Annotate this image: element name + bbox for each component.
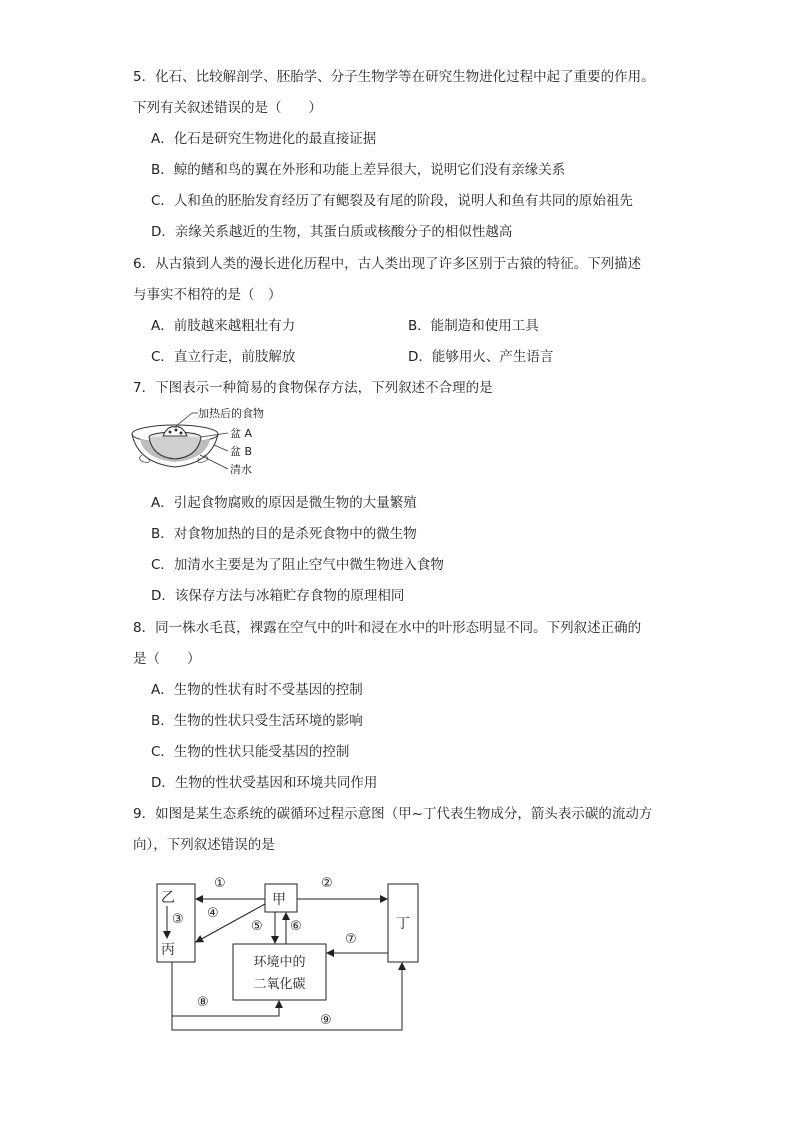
q5-option-b: B．鲸的鳍和鸟的翼在外形和功能上差异很大，说明它们没有亲缘关系 <box>151 162 566 178</box>
label-bing: 丙 <box>161 942 175 958</box>
label-ding: 丁 <box>396 916 410 932</box>
q6-option-b: B．能制造和使用工具 <box>408 318 539 334</box>
q7-option-b: B．对食物加热的目的是杀死食物中的微生物 <box>151 526 417 542</box>
num-8: ⑧ <box>197 995 209 1010</box>
q8-stem-line2: 是（ ） <box>133 651 201 667</box>
q8-option-d: D．生物的性状受基因和环境共同作用 <box>151 775 378 791</box>
num-5: ⑤ <box>251 919 263 934</box>
q8-option-c: C．生物的性状只能受基因的控制 <box>151 744 350 760</box>
q9-stem-line1: 9．如图是某生态系统的碳循环过程示意图（甲~丁代表生物成分，箭头表示碳的流动方 <box>133 806 653 822</box>
q6-option-c: C．直立行走，前肢解放 <box>151 349 296 365</box>
label-basin-a: 盆 A <box>230 427 253 440</box>
q8-option-b: B．生物的性状只受生活环境的影响 <box>151 713 363 729</box>
q7-option-d: D．该保存方法与冰箱贮存食物的原理相同 <box>151 588 405 604</box>
q7-option-a: A．引起食物腐败的原因是微生物的大量繁殖 <box>151 495 417 511</box>
q6-stem-line1: 6．从古猿到人类的漫长进化历程中，古人类出现了许多区别于古猿的特征。下列描述 <box>133 256 642 272</box>
q6-option-d: D．能够用火、产生语言 <box>408 349 554 365</box>
q9-stem-line2: 向），下列叙述错误的是 <box>133 837 275 853</box>
q5-option-c: C．人和鱼的胚胎发育经历了有鳃裂及有尾的阶段，说明人和鱼有共同的原始祖先 <box>151 193 633 209</box>
food-preservation-figure <box>130 405 280 483</box>
q7-stem: 7．下图表示一种简易的食物保存方法，下列叙述不合理的是 <box>133 380 493 396</box>
label-basin-b: 盆 B <box>230 445 253 458</box>
carbon-cycle-diagram <box>150 868 425 1036</box>
num-2: ② <box>321 876 333 891</box>
num-3: ③ <box>172 912 184 927</box>
label-co2-line2: 二氧化碳 <box>253 977 306 992</box>
label-co2-line1: 环境中的 <box>253 955 306 970</box>
label-food: 加热后的食物 <box>198 407 264 420</box>
label-jia: 甲 <box>272 892 286 908</box>
q5-option-d: D．亲缘关系越近的生物，其蛋白质或核酸分子的相似性越高 <box>151 224 513 240</box>
num-4: ④ <box>207 906 219 921</box>
q5-stem-line2: 下列有关叙述错误的是（ ） <box>133 100 322 116</box>
q5-stem-line1: 5．化石、比较解剖学、胚胎学、分子生物学等在研究生物进化过程中起了重要的作用。 <box>133 69 655 85</box>
num-7: ⑦ <box>345 932 357 947</box>
q6-option-a: A．前肢越来越粗壮有力 <box>151 318 296 334</box>
q8-stem-line1: 8．同一株水毛茛，裸露在空气中的叶和浸在水中的叶形态明显不同。下列叙述正确的 <box>133 620 642 636</box>
q5-option-a: A．化石是研究生物进化的最直接证据 <box>151 131 377 147</box>
q6-stem-line2: 与事实不相符的是（ ） <box>133 287 282 303</box>
num-1: ① <box>214 876 226 891</box>
food-pile <box>163 427 187 436</box>
q7-option-c: C．加清水主要是为了阻止空气中微生物进入食物 <box>151 557 444 573</box>
num-9: ⑨ <box>320 1013 332 1028</box>
num-6: ⑥ <box>290 919 302 934</box>
q8-option-a: A．生物的性状有时不受基因的控制 <box>151 682 363 698</box>
label-water: 清水 <box>230 463 252 476</box>
label-yi: 乙 <box>161 890 175 906</box>
